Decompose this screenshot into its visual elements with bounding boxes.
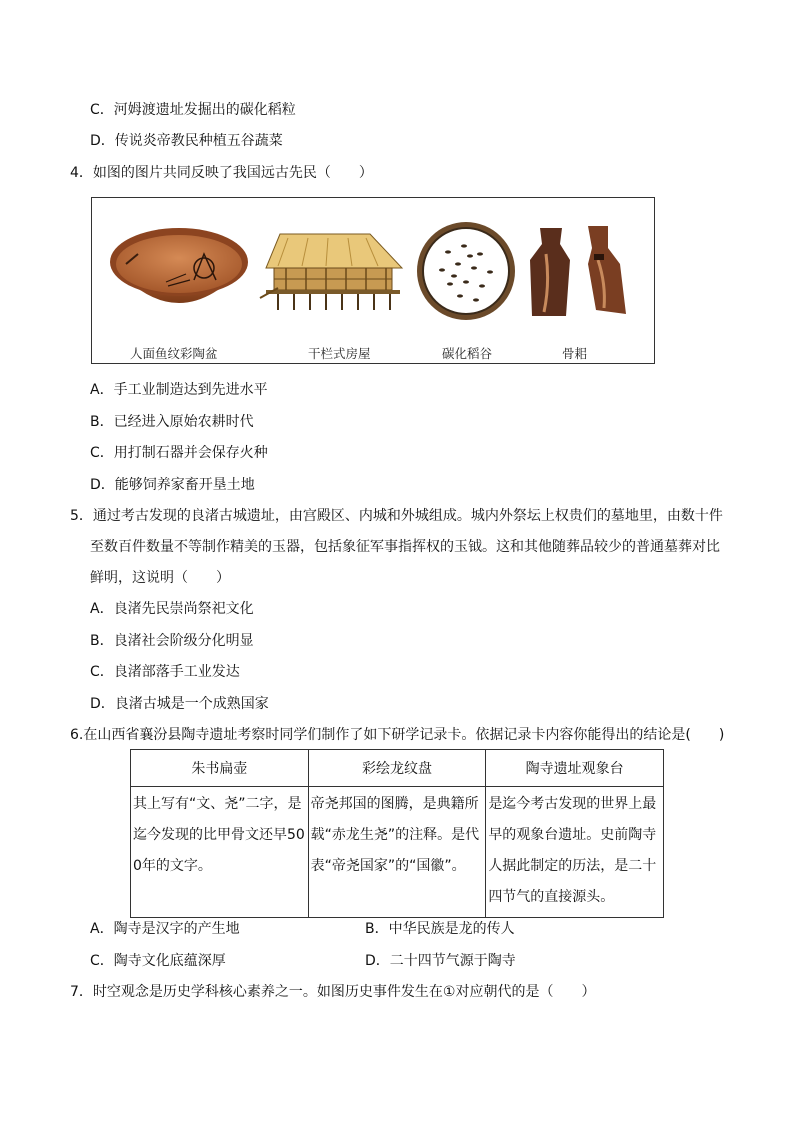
q7-stem: 7．时空观念是历史学科核心素养之一。如图历史事件发生在①对应朝代的是（ ）: [70, 984, 596, 1000]
stilt-house-image: [258, 228, 406, 314]
q3-option-c[interactable]: C．河姆渡遗址发掘出的碳化稻粒: [90, 102, 296, 118]
q6-option-d[interactable]: D．二十四节气源于陶寺: [365, 953, 516, 969]
q5-option-b[interactable]: B．良渚社会阶级分化明显: [90, 633, 254, 649]
q6-stem: 6.在山西省襄汾县陶寺遗址考察时同学们制作了如下研学记录卡。依据记录卡内容你能得出的结论是( ): [70, 727, 725, 743]
figure-caption-basin: 人面鱼纹彩陶盆: [130, 346, 218, 361]
figure-caption-house: 干栏式房屋: [308, 346, 371, 361]
q4-option-a[interactable]: A．手工业制造达到先进水平: [90, 382, 268, 398]
q6-option-b[interactable]: B．中华民族是龙的传人: [365, 921, 515, 937]
figure-caption-spade: 骨耜: [562, 346, 588, 361]
bone-spade-image: [526, 224, 636, 320]
q3-option-d[interactable]: D．传说炎帝教民种植五谷蔬菜: [90, 133, 283, 149]
table-header-vessel: 朱书扁壶: [131, 750, 309, 787]
painted-pottery-basin-image: [106, 224, 252, 324]
q4-figure: [91, 197, 655, 364]
q4-option-d[interactable]: D．能够饲养家畜开垦土地: [90, 477, 255, 493]
table-header-observatory: 陶寺遗址观象台: [486, 750, 664, 787]
q6-option-a[interactable]: A．陶寺是汉字的产生地: [90, 921, 240, 937]
q5-stem-line1: 5．通过考古发现的良渚古城遗址，由宫殿区、内城和外城组成。城内外祭坛上权贵们的墓地里，由数十件: [70, 508, 723, 524]
q5-stem-line3: 鲜明，这说明（ ）: [90, 570, 230, 586]
q6-option-c[interactable]: C．陶寺文化底蕴深厚: [90, 953, 226, 969]
q5-stem-line2: 至数百件数量不等制作精美的玉器，包括象征军事指挥权的玉钺。这和其他随葬品较少的普通墓葬对比: [90, 539, 720, 555]
table-cell-vessel: 其上写有“文、尧”二字，是迄今发现的比甲骨文还早500年的文字。: [131, 787, 309, 918]
figure-caption-rice: 碳化稻谷: [442, 346, 493, 361]
research-record-card-table: [130, 749, 664, 918]
table-header-plate: 彩绘龙纹盘: [308, 750, 486, 787]
q5-option-a[interactable]: A．良渚先民崇尚祭祀文化: [90, 601, 254, 617]
table-cell-observatory: 是迄今考古发现的世界上最早的观象台遗址。史前陶寺人据此制定的历法，是二十四节气的直接源头。: [486, 787, 664, 918]
q4-stem: 4．如图的图片共同反映了我国远古先民（ ）: [70, 165, 373, 181]
q4-option-c[interactable]: C．用打制石器并会保存火种: [90, 445, 268, 461]
q4-option-b[interactable]: B．已经进入原始农耕时代: [90, 414, 254, 430]
table-cell-plate: 帝尧邦国的图腾，是典籍所载“赤龙生尧”的注释。是代表“帝尧国家”的“国徽”。: [308, 787, 486, 918]
carbonized-rice-image: [414, 220, 518, 322]
q5-option-c[interactable]: C．良渚部落手工业发达: [90, 664, 240, 680]
q5-option-d[interactable]: D．良渚古城是一个成熟国家: [90, 696, 269, 712]
